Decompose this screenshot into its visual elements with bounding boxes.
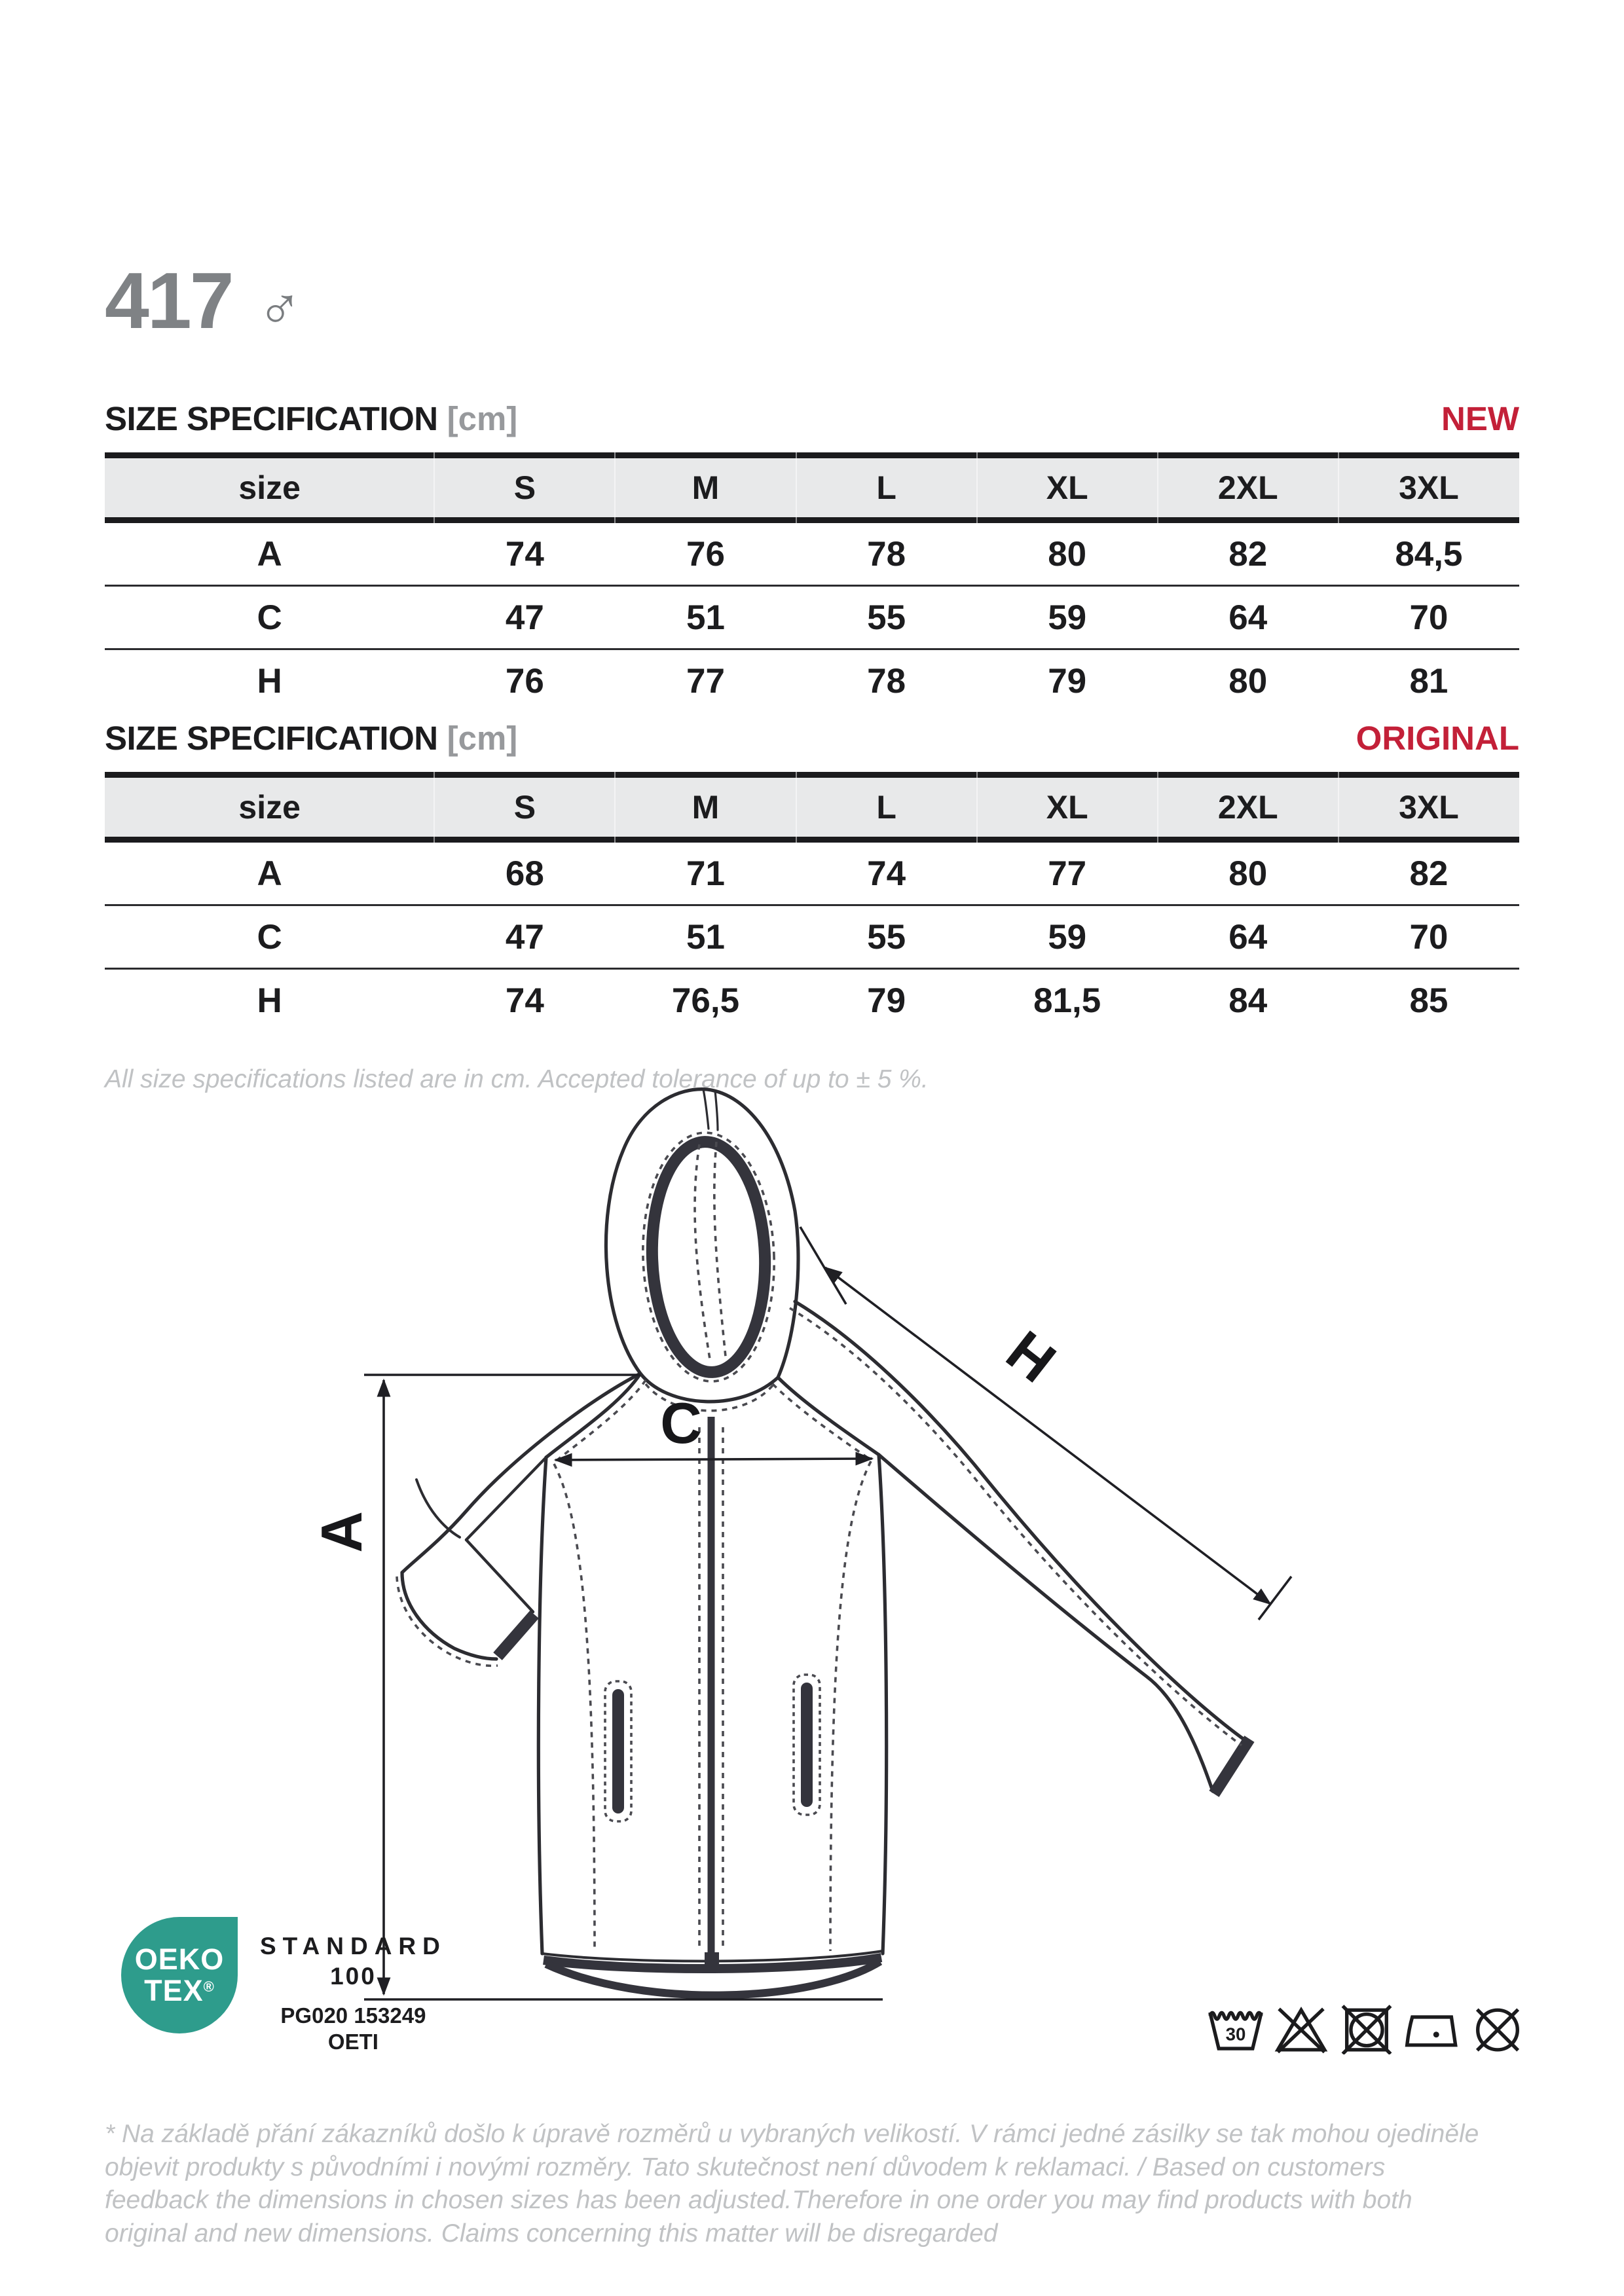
column-header: S bbox=[434, 775, 615, 840]
standard-word: STANDARD bbox=[260, 1933, 447, 1959]
left-sleeve-lower bbox=[402, 1573, 496, 1659]
size-value: 78 bbox=[796, 649, 977, 712]
size-value: 79 bbox=[796, 969, 977, 1032]
size-value: 59 bbox=[977, 905, 1158, 969]
size-spec-original-section bbox=[105, 719, 1519, 1031]
size-value: 80 bbox=[1158, 649, 1338, 712]
size-value: 47 bbox=[434, 905, 615, 969]
spec-heading bbox=[105, 719, 1519, 757]
jacket-dark-details bbox=[498, 1140, 1249, 1995]
standard-number: 100 bbox=[330, 1963, 377, 1990]
left-forearm-upper bbox=[466, 1540, 533, 1612]
table-header-row bbox=[105, 456, 1519, 520]
table-row bbox=[105, 520, 1519, 586]
jacket-technical-drawing bbox=[249, 1048, 1428, 2030]
tolerance-note: All size specifications listed are in cm. Accepted tolerance of up to ± 5 %. bbox=[105, 1065, 929, 1093]
spec-heading-unit: [cm] bbox=[447, 720, 518, 757]
left-sleeve-outer bbox=[402, 1374, 640, 1573]
size-value: 78 bbox=[867, 534, 906, 574]
certificate-number: PG020 153249 bbox=[280, 2003, 426, 2028]
size-value: 64 bbox=[1158, 586, 1338, 649]
size-value: 81 bbox=[1338, 649, 1519, 712]
oeko-tex-logo bbox=[121, 1917, 238, 2033]
raglan-seam-right bbox=[778, 1377, 879, 1455]
size-value: 81,5 bbox=[977, 969, 1158, 1032]
column-header: S bbox=[434, 456, 615, 520]
oeko-logo-line2: TEX® bbox=[144, 1974, 215, 2007]
table-row bbox=[105, 905, 1519, 969]
dim-h-extension-top bbox=[800, 1227, 846, 1304]
spec-heading-title: SIZE SPECIFICATION bbox=[105, 720, 438, 757]
care-symbols bbox=[1206, 2001, 1527, 2054]
do-not-dry-clean-icon bbox=[1468, 2001, 1527, 2054]
product-code: 417 bbox=[105, 256, 232, 345]
right-sleeve-inner bbox=[879, 1455, 1213, 1791]
oeko-logo-line1: OEKO bbox=[134, 1942, 225, 1977]
column-header: size bbox=[105, 456, 434, 520]
column-header: 2XL bbox=[1158, 456, 1338, 520]
size-value: 55 bbox=[796, 586, 977, 649]
column-header: L bbox=[796, 775, 977, 840]
size-value: 79 bbox=[977, 649, 1158, 712]
panel-seam-right bbox=[830, 1461, 871, 1951]
row-label: H bbox=[105, 969, 434, 1032]
size-value: 74 bbox=[867, 854, 906, 893]
left-pocket-zip bbox=[612, 1689, 624, 1813]
column-header: XL bbox=[977, 456, 1158, 520]
size-value: 77 bbox=[615, 649, 796, 712]
size-value: 84,5 bbox=[1395, 534, 1463, 574]
size-value: 74 bbox=[505, 534, 544, 574]
column-header: M bbox=[615, 775, 796, 840]
row-label: C bbox=[105, 905, 434, 969]
size-value: 74 bbox=[434, 969, 615, 1032]
size-value: 51 bbox=[615, 905, 796, 969]
size-value: 82 bbox=[1409, 854, 1449, 893]
size-value: 84 bbox=[1158, 969, 1338, 1032]
dimension-lines bbox=[364, 1227, 1291, 1999]
hood-inner-seam bbox=[695, 1142, 726, 1359]
size-value: 76,5 bbox=[615, 969, 796, 1032]
size-value: 77 bbox=[1048, 854, 1087, 893]
wash-30-icon bbox=[1206, 2001, 1265, 2054]
product-header bbox=[105, 256, 303, 345]
size-value: 85 bbox=[1338, 969, 1519, 1032]
column-header: L bbox=[796, 456, 977, 520]
footnote: * Na základě přání zákazníků došlo k úpravě rozměrů u vybraných velikostí. V rámci jedné zásilky se tak mohou ojediněle objevit produkty s původními i novými rozměry. Tato skutečnost není důvodem k reklamaci. / Based on customers feedback the dimensions in chosen sizes has been adjusted.Therefore in one order you may find products with both original and new dimensions. Claims concerning this matter will be disregarded bbox=[105, 2120, 1479, 2248]
size-table-new bbox=[105, 452, 1519, 712]
dimension-a-label: A bbox=[309, 1511, 374, 1553]
size-value: 80 bbox=[1048, 534, 1087, 574]
jacket-outline bbox=[402, 1089, 1247, 1961]
jacket-diagram-svg bbox=[249, 1048, 1428, 2030]
size-value: 71 bbox=[686, 854, 725, 893]
new-badge: NEW bbox=[1441, 400, 1519, 437]
original-badge: ORIGINAL bbox=[1356, 720, 1519, 757]
column-header: XL bbox=[977, 775, 1158, 840]
left-elbow-fold bbox=[416, 1480, 460, 1537]
size-value: 70 bbox=[1338, 586, 1519, 649]
male-icon: ♂ bbox=[257, 276, 303, 342]
size-value: 76 bbox=[686, 534, 725, 574]
size-value: 68 bbox=[505, 854, 544, 893]
row-label: A bbox=[257, 534, 282, 574]
size-value: 80 bbox=[1228, 854, 1268, 893]
body-left-side bbox=[538, 1457, 546, 1954]
hood-top-seam bbox=[703, 1089, 718, 1130]
size-value: 82 bbox=[1228, 534, 1268, 574]
dimension-h-label: H bbox=[995, 1318, 1068, 1395]
column-header: 2XL bbox=[1158, 775, 1338, 840]
size-value: 47 bbox=[434, 586, 615, 649]
spec-heading-unit: [cm] bbox=[447, 400, 518, 437]
size-table-original bbox=[105, 772, 1519, 1031]
registered-mark: ® bbox=[203, 1978, 215, 1995]
left-cuff-band bbox=[498, 1614, 534, 1656]
standard-100-label bbox=[260, 1917, 447, 2054]
size-value: 55 bbox=[796, 905, 977, 969]
table-header-row bbox=[105, 775, 1519, 840]
right-cuff-band bbox=[1214, 1739, 1249, 1794]
zipper-pull bbox=[705, 1952, 719, 1967]
row-label: C bbox=[105, 586, 434, 649]
do-not-bleach-icon bbox=[1272, 2001, 1331, 2054]
row-label: H bbox=[105, 649, 434, 712]
dimension-c-line bbox=[555, 1459, 872, 1460]
column-header: size bbox=[105, 775, 434, 840]
panel-seam-left bbox=[554, 1464, 595, 1951]
table-row bbox=[105, 586, 1519, 649]
left-sleeve-stitch bbox=[397, 1576, 498, 1666]
stitching-lines bbox=[397, 1131, 1242, 1951]
spec-heading-title: SIZE SPECIFICATION bbox=[105, 400, 438, 437]
institute-name: OETI bbox=[327, 2030, 378, 2054]
table-row bbox=[105, 649, 1519, 712]
iron-one-dot-icon bbox=[1403, 2001, 1462, 2054]
body-right-side bbox=[879, 1455, 887, 1954]
do-not-tumble-dry-icon bbox=[1337, 2001, 1396, 2054]
table-row bbox=[105, 969, 1519, 1032]
raglan-seam-left bbox=[546, 1374, 640, 1457]
column-header: 3XL bbox=[1338, 775, 1519, 840]
size-value: 64 bbox=[1158, 905, 1338, 969]
right-pocket-zip bbox=[801, 1683, 813, 1807]
spec-heading bbox=[105, 399, 1519, 438]
size-value: 70 bbox=[1338, 905, 1519, 969]
hood-outline bbox=[606, 1089, 798, 1377]
raglan-stitch-right bbox=[773, 1384, 871, 1460]
hood-opening-binding bbox=[648, 1140, 769, 1374]
oeko-tex-certification bbox=[121, 1917, 447, 2054]
table-row bbox=[105, 840, 1519, 905]
size-spec-new-section bbox=[105, 399, 1519, 712]
svg-text:30: 30 bbox=[1225, 2024, 1246, 2045]
dimension-c-label: C bbox=[660, 1391, 702, 1455]
row-label: A bbox=[257, 854, 282, 893]
size-value: 59 bbox=[977, 586, 1158, 649]
size-value: 51 bbox=[615, 586, 796, 649]
size-value: 76 bbox=[434, 649, 615, 712]
column-header: 3XL bbox=[1338, 456, 1519, 520]
column-header: M bbox=[615, 456, 796, 520]
